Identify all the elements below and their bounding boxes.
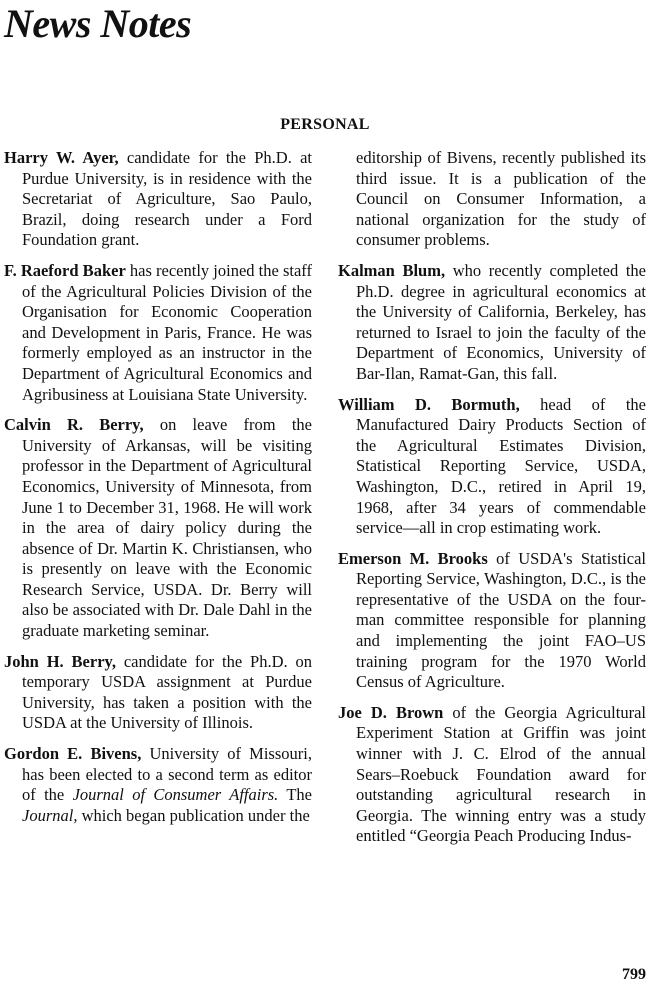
entry-text: of the Georgia Agricultural Experiment Station at Griffin was joint winner with J. C. Elrod of the annual Sears–Roebuck Foundation award for outstanding agricultural research in Georgia. The winning entry was a study entitled “Georgia Peach Producing Indus- — [356, 702, 646, 846]
left-column — [4, 148, 312, 836]
person-name: Kalman Blum, — [338, 260, 446, 280]
entry-text: head of the Manufactured Dairy Products Section of the Agricultural Estimates Division, Statistical Reporting Service, USDA, Washington, D.C., retired in April 19, 1968, after 34 years of commendable service—all in crop estimating work. — [356, 394, 646, 538]
person-name: Emerson M. Brooks — [338, 548, 488, 568]
news-entry — [338, 261, 646, 385]
page-title: News Notes — [4, 1, 192, 46]
section-heading: PERSONAL — [280, 116, 370, 133]
entry-text: candidate for the Ph.D. at Purdue University, is in residence with the Secretariat of Agriculture, Sao Paulo, Brazil, doing research under a Ford Foundation grant. — [22, 148, 313, 250]
page-number: 799 — [622, 966, 646, 983]
person-name: Gordon E. Bivens, — [4, 744, 142, 764]
person-name: Joe D. Brown — [338, 702, 444, 722]
entry-text: has recently joined the staff of the Agricultural Policies Division of the Organisation for Economic Cooperation and Development in Paris, France. He was formerly employed as an instructor in the Department of Agricultural Economics and Agribusiness at Louisiana State University. — [22, 260, 312, 404]
entry-text: of USDA's Statistical Reporting Service, Washington, D.C., is the representative of the USDA on the four-man committee responsible for planning and implementing the joint FAO–US training program for the 1970 World Census of Agriculture. — [356, 548, 647, 692]
news-entry — [338, 395, 646, 539]
news-entry — [4, 415, 312, 642]
entry-text: candidate for the Ph.D. on temporary USDA assignment at Purdue University, has taken a position with the USDA at the University of Illinois. — [22, 651, 312, 733]
person-name: John H. Berry, — [4, 651, 116, 671]
news-entry — [4, 744, 312, 826]
entry-text: University of Missouri, has been elected to a second term as editor of the — [22, 744, 312, 805]
entry-text: who recently completed the Ph.D. degree in agricultural economics at the University of California, Berkeley, has returned to Israel to join the faculty of the Department of Economics, University of Bar-Ilan, Ramat-Gan, this fall. — [356, 260, 646, 383]
journal-title: Journal of Consumer Affairs. — [72, 785, 279, 805]
person-name: Calvin R. Berry, — [4, 415, 144, 435]
right-column — [338, 148, 646, 857]
person-name: William D. Bormuth, — [338, 394, 520, 414]
news-entry — [338, 703, 646, 847]
entry-text: which began publication under the — [77, 805, 310, 825]
news-entry — [4, 652, 312, 734]
journal-title: Journal, — [22, 805, 78, 825]
continued-entry: editorship of Bivens, recently published its third issue. It is a publication of the Council on Consumer Information, a national organization for the study of consumer problems. — [356, 148, 646, 250]
person-name: Harry W. Ayer, — [4, 148, 119, 167]
entry-text: on leave from the University of Arkansas, will be visiting professor in the Department of Agricultural Economics, University of Minnesota, from June 1 to December 31, 1968. He will work in the area of dairy policy during the absence of Dr. Martin K. Christiansen, who is presently on leave with the Economic Research Service, USDA. Dr. Berry will also be associated with Dr. Dale Dahl in the graduate marketing seminar. — [22, 415, 312, 641]
news-entry — [338, 549, 646, 693]
person-name: F. Raeford Baker — [4, 260, 126, 280]
news-entry — [4, 148, 312, 251]
entry-text: The — [278, 785, 312, 805]
news-entry — [4, 261, 312, 405]
